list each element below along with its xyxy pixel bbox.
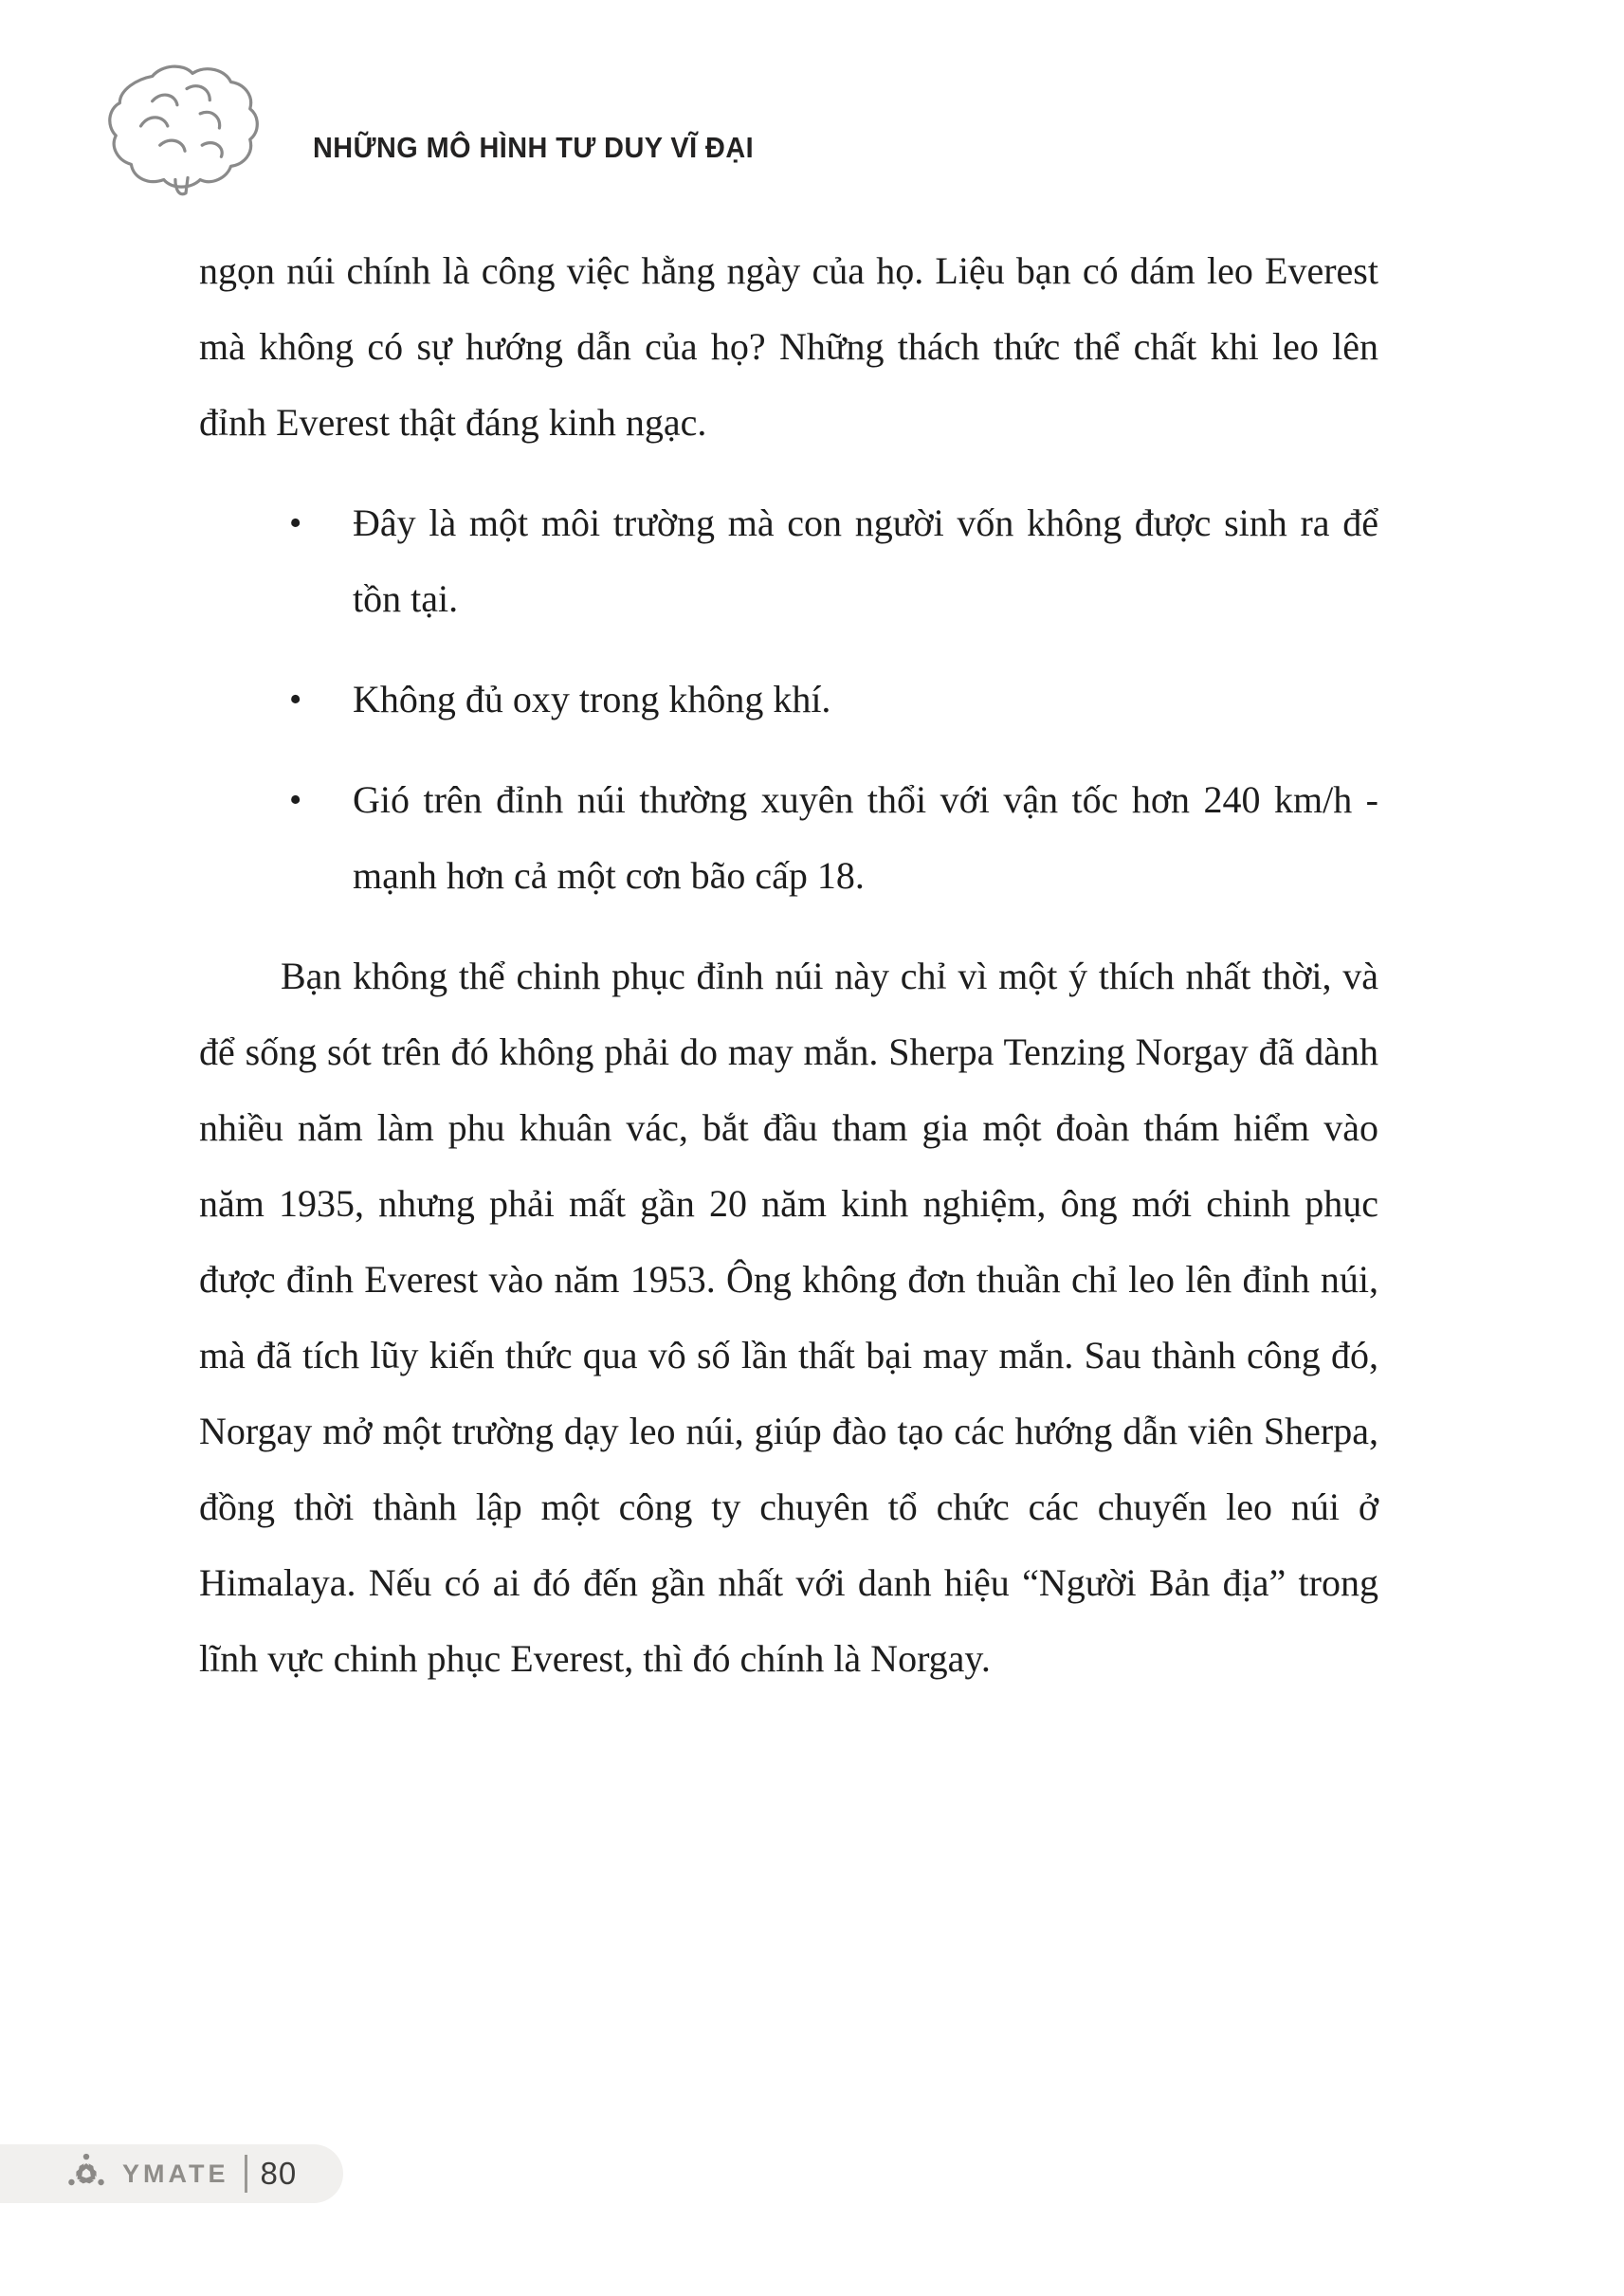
list-item bbox=[199, 762, 1378, 914]
paragraph-main: Bạn không thể chinh phục đỉnh núi này chỉ vì một ý thích nhất thời, và để sống sót trên đó không phải do may mắn. Sherpa Tenzing Norgay đã dành nhiều năm làm phu khuân vác, bắt đầu tham gia một đoàn thám hiểm vào năm 1935, nhưng phải mất gần 20 năm kinh nghiệm, ông mới chinh phục được đỉnh Everest vào năm 1953. Ông không đơn thuần chỉ leo lên đỉnh núi, mà đã tích lũy kiến thức qua vô số lần thất bại may mắn. Sau thành công đó, Norgay mở một trường dạy leo núi, giúp đào tạo các hướng dẫn viên Sherpa, đồng thời thành lập một công ty chuyên tổ chức các chuyến leo núi ở Himalaya. Nếu có ai đó đến gần nhất với danh hiệu “Người Bản địa” trong lĩnh vực chinh phục Everest, thì đó chính là Norgay. bbox=[199, 955, 1378, 1680]
ymate-emblem-icon bbox=[64, 2152, 108, 2196]
brand-name: YMATE bbox=[122, 2159, 229, 2188]
footer-divider bbox=[245, 2155, 247, 2193]
bullet-icon: • bbox=[289, 680, 302, 720]
bullet-text: Đây là một môi trường mà con người vốn không được sinh ra để tồn tại. bbox=[353, 501, 1378, 620]
bullet-text: Gió trên đỉnh núi thường xuyên thổi với vận tốc hơn 240 km/h - mạnh hơn cả một cơn bão cấp 18. bbox=[353, 778, 1378, 897]
page-body bbox=[199, 233, 1378, 1697]
bullet-text: Không đủ oxy trong không khí. bbox=[353, 678, 831, 720]
paragraph-intro: ngọn núi chính là công việc hằng ngày của họ. Liệu bạn có dám leo Everest mà không có sự hướng dẫn của họ? Những thách thức thể chất khi leo lên đỉnh Everest thật đáng kinh ngạc. bbox=[199, 249, 1378, 444]
list-item bbox=[199, 485, 1378, 637]
chapter-header-title: NHỮNG MÔ HÌNH TƯ DUY VĨ ĐẠI bbox=[313, 131, 755, 164]
bullet-icon: • bbox=[289, 780, 302, 820]
footer-page-badge bbox=[0, 2144, 343, 2203]
list-item bbox=[199, 662, 1378, 738]
page-number: 80 bbox=[260, 2156, 298, 2191]
brain-icon bbox=[93, 61, 275, 204]
bullet-icon: • bbox=[289, 503, 302, 543]
